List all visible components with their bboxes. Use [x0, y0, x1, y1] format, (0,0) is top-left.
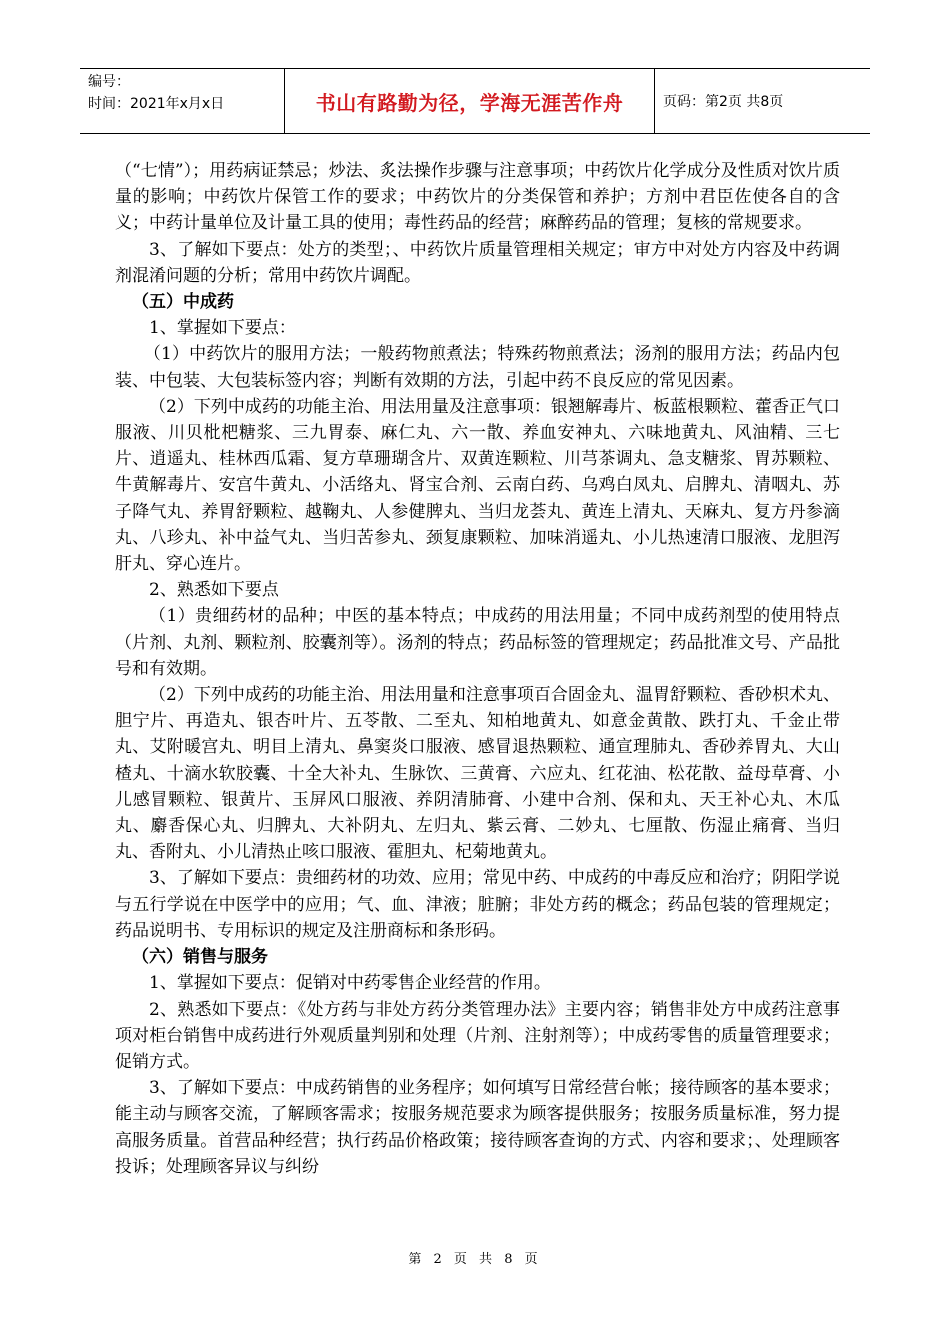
document-body — [115, 158, 840, 1180]
header-meta — [80, 69, 285, 133]
paragraph: 1、掌握如下要点：促销对中药零售企业经营的作用。 — [149, 973, 551, 994]
page-header — [80, 68, 870, 134]
paragraph: 2、熟悉如下要点：《处方药与非处方药分类管理办法》主要内容；销售非处方中成药注意事项对柜台销售中成药进行外观质量判别和处理（片剂、注射剂等）；中成药零售的质量管理要求；促销方式。 — [115, 999, 840, 1072]
paragraph: 3、了解如下要点：处方的类型；、中药饮片质量管理相关规定；审方中对处方内容及中药调剂混淆问题的分析；常用中药饮片调配。 — [115, 239, 840, 286]
page-footer: 第 2 页 共 8 页 — [408, 1252, 542, 1267]
header-motto: 书山有路勤为径，学海无涯苦作舟 — [285, 69, 655, 133]
paragraph: （2）下列中成药的功能主治、用法用量及注意事项：银翘解毒片、板蓝根颗粒、藿香正气口服液、川贝枇杷糖浆、三九胃泰、麻仁丸、六一散、养血安神丸、六味地黄丸、风油精、三七片、逍遥丸、桂林西瓜霜、复方草珊瑚含片、双黄连颗粒、川芎茶调丸、急支糖浆、胃苏颗粒、牛黄解毒片、安宫牛黄丸、小活络丸、肾宝合剂、云南白药、乌鸡白凤丸、启脾丸、清咽丸、苏子降气丸、养胃舒颗粒、越鞠丸、人参健脾丸、当归龙荟丸、黄连上清丸、天麻丸、复方丹参滴丸、八珍丸、补中益气丸、当归苦参丸、颈复康颗粒、加味消遥丸、小儿热速清口服液、龙胆泻肝丸、穿心连片。 — [115, 396, 840, 575]
paragraph: （1）贵细药材的品种；中医的基本特点；中成药的用法用量；不同中成药剂型的使用特点（片剂、丸剂、颗粒剂、胶囊剂等）。汤剂的特点；药品标签的管理规定；药品批准文号、产品批号和有效期。 — [115, 606, 840, 679]
paragraph: 3、了解如下要点：贵细药材的功效、应用；常见中药、中成药的中毒反应和治疗；阴阳学说与五行学说在中医学中的应用；气、血、津液；脏腑；非处方药的概念；药品包装的管理规定；药品说明书、专用标识的规定及注册商标和条形码。 — [115, 868, 840, 941]
paragraph: （2）下列中成药的功能主治、用法用量和注意事项百合固金丸、温胃舒颗粒、香砂枳术丸、胆宁片、再造丸、银杏叶片、五苓散、二至丸、知柏地黄丸、如意金黄散、跌打丸、千金止带丸、艾附暖宫丸、明目上清丸、鼻窦炎口服液、感冒退热颗粒、通宣理肺丸、香砂养胃丸、大山楂丸、十滴水软胶囊、十全大补丸、生脉饮、三黄膏、六应丸、红花油、松花散、益母草膏、小儿感冒颗粒、银黄片、玉屏风口服液、养阴清肺膏、小建中合剂、保和丸、天王补心丸、木瓜丸、麝香保心丸、归脾丸、大补阴丸、左归丸、紫云膏、二妙丸、七厘散、伤湿止痛膏、当归丸、香附丸、小儿清热止咳口服液、霍胆丸、杞菊地黄丸。 — [115, 685, 840, 863]
paragraph: （“七情”）；用药病证禁忌；炒法、炙法操作步骤与注意事项；中药饮片化学成分及性质对饮片质量的影响；中药饮片保管工作的要求；中药饮片的分类保管和养护；方剂中君臣佐使各自的含义；中药计量单位及计量工具的使用；毒性药品的经营；麻醉药品的管理；复核的常规要求。 — [115, 161, 840, 234]
paragraph: 3、了解如下要点：中成药销售的业务程序；如何填写日常经营台帐；接待顾客的基本要求；能主动与顾客交流，了解顾客需求；按服务规范要求为顾客提供服务；按服务质量标准，努力提高服务质量。首营品种经营；执行药品价格政策；接待顾客查询的方式、内容和要求；、处理顾客投诉；处理顾客异议与纠纷 — [115, 1078, 840, 1177]
document-number: 编号： — [88, 74, 130, 90]
paragraph: 1、掌握如下要点： — [149, 318, 296, 339]
section-heading: （六）销售与服务 — [132, 947, 268, 968]
document-date: 时间：2021年x月x日 — [88, 96, 225, 112]
section-heading: （五）中成药 — [132, 292, 234, 313]
paragraph: （1）中药饮片的服用方法；一般药物煎煮法；特殊药物煎煮法；汤剂的服用方法；药品内包装、中包装、大包装标签内容；判断有效期的方法，引起中药不良反应的常见因素。 — [115, 344, 840, 391]
paragraph: 2、熟悉如下要点 — [149, 580, 279, 601]
header-page-number: 页码：第2页 共8页 — [663, 94, 784, 110]
